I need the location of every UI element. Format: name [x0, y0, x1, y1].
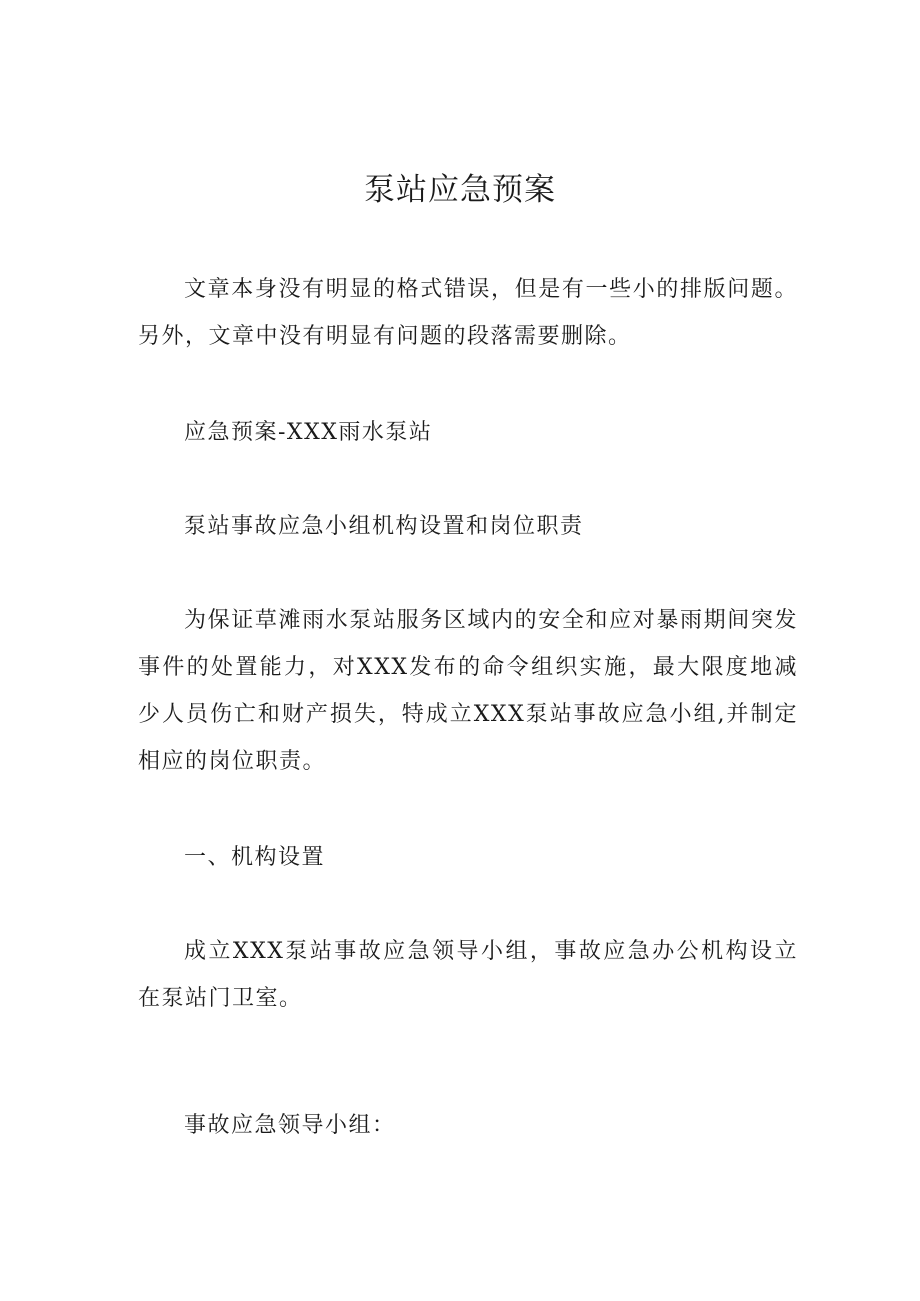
- intro-note-paragraph: 文章本身没有明显的格式错误，但是有一些小的排版问题。另外，文章中没有明显有问题的段落需要删除。: [138, 277, 798, 349]
- purpose-paragraph: 为保证草滩雨水泵站服务区域内的安全和应对暴雨期间突发事件的处置能力，对XXX发布的命令组织实施，最大限度地减少人员伤亡和财产损失，特成立XXX泵站事故应急小组,并制定相应的岗位职责。: [138, 608, 798, 774]
- organization-paragraph: 成立XXX泵站事故应急领导小组，事故应急办公机构设立在泵站门卫室。: [138, 939, 798, 1011]
- section-heading-organization: 一、机构设置: [184, 845, 326, 870]
- document-title: 泵站应急预案: [364, 172, 556, 208]
- leadership-group-label: 事故应急领导小组：: [184, 1113, 396, 1138]
- plan-name-paragraph: 应急预案-XXX雨水泵站: [184, 420, 433, 445]
- section-heading-responsibilities: 泵站事故应急小组机构设置和岗位职责: [184, 514, 584, 539]
